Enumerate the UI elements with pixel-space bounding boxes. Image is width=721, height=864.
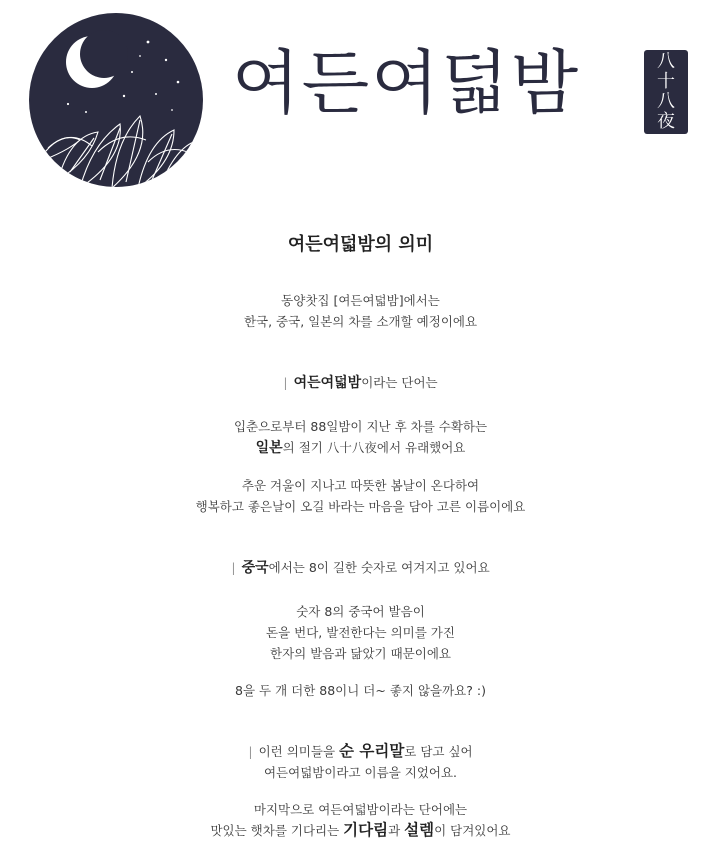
hanja-seal	[644, 50, 688, 134]
bar-mark: |	[248, 744, 253, 759]
paragraph-line: 입춘으로부터 88일밤이 지난 후 차를 수확하는	[233, 419, 488, 434]
paragraph-line: 추운 겨울이 지나고 따뜻한 봄날이 온다하여	[241, 478, 480, 493]
body-text: 이런 의미들을	[258, 744, 339, 759]
paragraph-line: 숫자 8의 중국어 발음이	[296, 604, 425, 619]
body-text: 에서는 8이 길한 숫자로 여겨지고 있어요	[268, 560, 490, 575]
paragraph-line: 여든여덟밤이라고 이름을 지었어요.	[263, 765, 458, 780]
paragraph-line: 행복하고 좋은날이 오길 바라는 마음을 담아 고른 이름이에요	[195, 499, 526, 514]
main-content	[0, 230, 721, 841]
hanja-char: 八	[657, 91, 675, 112]
moon-night-logo[interactable]	[28, 12, 204, 188]
paragraph-line: 8을 두 개 더한 88이니 더~ 좋지 않을까요? :)	[235, 683, 486, 698]
emphasis-text: 중국	[241, 560, 269, 576]
site-header	[0, 0, 721, 200]
body-text: 의 절기	[282, 440, 327, 455]
hanja-char: 十	[657, 71, 675, 93]
hanja-char: 夜	[657, 110, 675, 132]
word-meaning-title	[0, 372, 721, 394]
emphasis-text: 여든여덟밤	[293, 375, 362, 391]
body-text: 맛있는 햇차를 기다리는	[210, 823, 344, 838]
intro-line: 한국, 중국, 일본의 차를 소개할 예정이에요	[243, 314, 478, 329]
paragraph-line	[0, 820, 721, 841]
emphasis-text: 순 우리말	[339, 742, 405, 760]
korean-title	[0, 741, 721, 762]
emphasis-text: 기다림	[343, 821, 389, 839]
bar-mark: |	[283, 375, 288, 390]
emphasis-text: 일본	[255, 440, 283, 456]
paragraph-line	[0, 437, 721, 459]
hanja-text: 八十八夜	[326, 440, 377, 455]
paragraph-line: 한자의 발음과 닮았기 때문이에요	[270, 646, 451, 661]
paragraph-line: 돈을 번다, 발전한다는 의미를 가진	[266, 625, 455, 640]
brand-title[interactable]: 여든여덟밤	[232, 42, 581, 124]
body-text: 에서 유래했어요	[376, 440, 466, 455]
body-text: 과	[388, 823, 405, 838]
intro-line: 동양찻집 [여든여덟밤]에서는	[281, 293, 440, 308]
paragraph-line: 마지막으로 여든여덟밤이라는 단어에는	[253, 802, 468, 817]
emphasis-text: 설렘	[404, 821, 435, 839]
body-text: 이 담겨있어요	[434, 823, 511, 838]
bar-mark: |	[231, 560, 236, 575]
hanja-char: 八	[657, 51, 675, 73]
section-heading: 여든여덟밤의 의미	[287, 234, 434, 255]
china-title	[0, 557, 721, 579]
body-text: 이라는 단어는	[361, 375, 438, 390]
body-text: 로 담고 싶어	[404, 744, 473, 759]
